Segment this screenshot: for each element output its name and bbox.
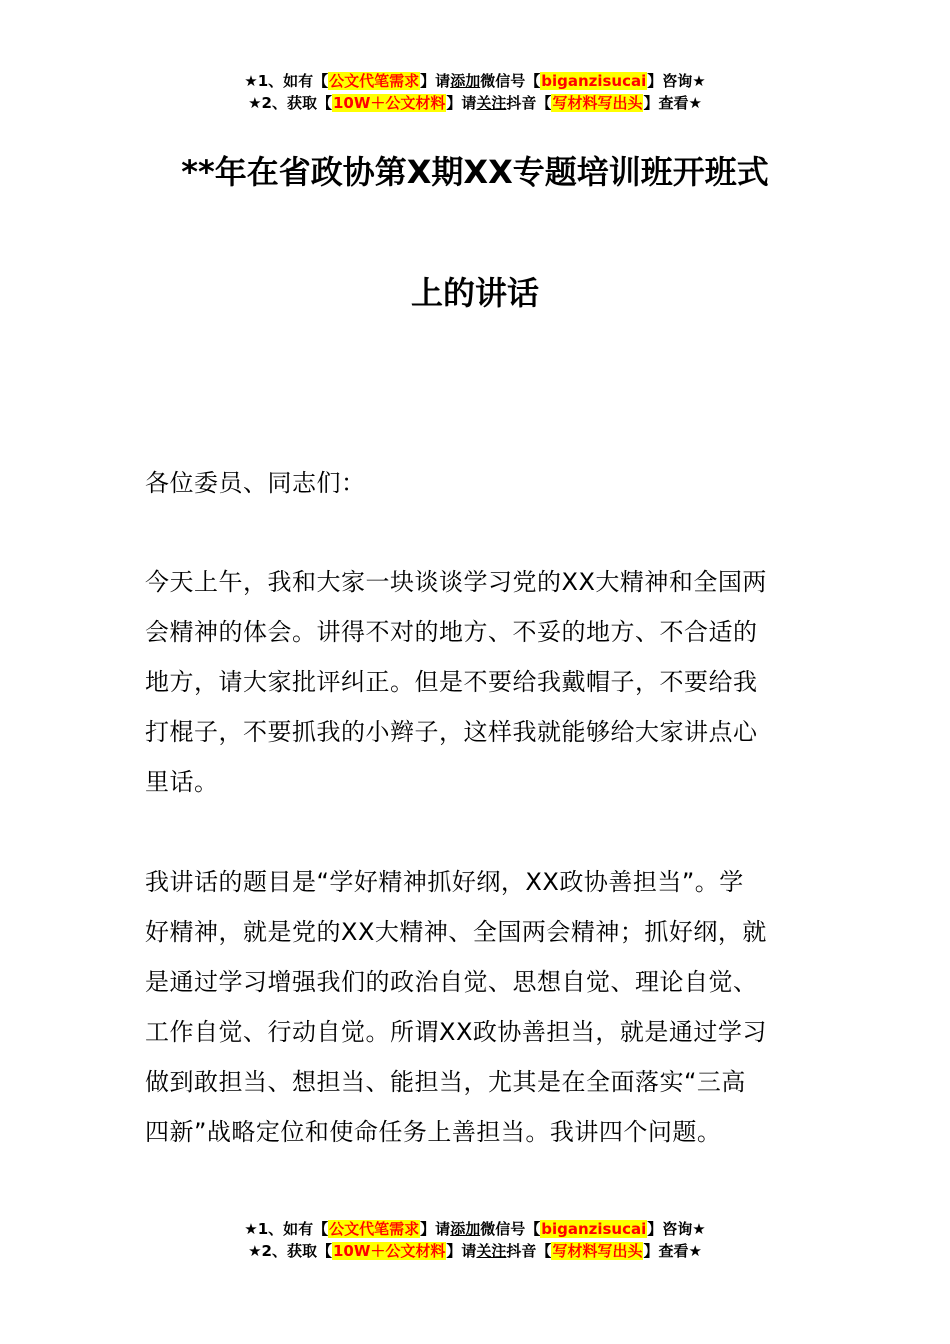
- top-promo-banner: [0, 70, 950, 114]
- paragraph-line: 会精神的体会。讲得不对的地方、不妥的地方、不合适的: [145, 618, 758, 646]
- promo-text: 】请: [446, 94, 477, 112]
- bottom-promo-banner: [0, 1218, 950, 1262]
- promo-line-1: [0, 70, 950, 92]
- document-title-line-2: 上的讲话: [410, 274, 539, 312]
- promo-douyin-name: 写材料写出头: [552, 1242, 643, 1260]
- promo-line-1: [0, 1218, 950, 1240]
- promo-text: ★1、如有【: [244, 1220, 329, 1238]
- promo-text: 抖音【: [506, 94, 552, 112]
- promo-text: 微信号【: [480, 72, 541, 90]
- promo-text: 】请: [420, 1220, 451, 1238]
- promo-wechat-id: biganzisucai: [541, 1220, 647, 1238]
- promo-text: ★2、获取【: [248, 94, 332, 112]
- paragraph-line: 打棍子，不要抓我的小辫子，这样我就能够给大家讲点心: [145, 718, 758, 746]
- paragraph-line: 工作自觉、行动自觉。所谓XX政协善担当，就是通过学习: [145, 1018, 767, 1046]
- paragraph-line: 地方，请大家批评纠正。但是不要给我戴帽子，不要给我: [145, 668, 758, 696]
- promo-text: 】查看★: [643, 94, 702, 112]
- promo-text: 】请: [420, 72, 451, 90]
- promo-text: ★2、获取【: [248, 1242, 332, 1260]
- paragraph-line: 今天上午，我和大家一块谈谈学习党的XX大精神和全国两: [145, 568, 767, 596]
- paragraph-line: 里话。: [145, 768, 219, 796]
- promo-text: 微信号【: [480, 1220, 541, 1238]
- promo-text: ★1、如有【: [244, 72, 329, 90]
- paragraph-line: 是通过学习增强我们的政治自觉、思想自觉、理论自觉、: [145, 968, 758, 996]
- promo-text: 】咨询★: [647, 72, 706, 90]
- paragraph-line: 四新”战略定位和使命任务上善担当。我讲四个问题。: [145, 1118, 722, 1146]
- promo-underlined: 关注: [476, 94, 507, 112]
- paragraph-line: 好精神，就是党的XX大精神、全国两会精神；抓好纲，就: [145, 918, 767, 946]
- paragraph-line: 做到敢担当、想担当、能担当，尤其是在全面落实“三高: [145, 1068, 746, 1096]
- promo-line-2: [0, 1240, 950, 1262]
- promo-text: 】咨询★: [647, 1220, 706, 1238]
- promo-text: 抖音【: [506, 1242, 552, 1260]
- promo-highlight: 10W＋公文材料: [332, 1242, 446, 1260]
- paragraph-2: [145, 857, 811, 1157]
- paragraph-line: 我讲话的题目是“学好精神抓好纲，XX政协善担当”。学: [145, 868, 744, 896]
- promo-highlight: 10W＋公文材料: [332, 94, 446, 112]
- promo-highlight: 公文代笔需求: [329, 72, 420, 90]
- paragraph-1: [145, 557, 811, 807]
- promo-underlined: 添加: [450, 1220, 481, 1238]
- promo-underlined: 添加: [450, 72, 481, 90]
- salutation: 各位委员、同志们：: [145, 469, 366, 497]
- promo-text: 】查看★: [643, 1242, 702, 1260]
- promo-line-2: [0, 92, 950, 114]
- promo-wechat-id: biganzisucai: [541, 72, 647, 90]
- promo-underlined: 关注: [476, 1242, 507, 1260]
- promo-highlight: 公文代笔需求: [329, 1220, 420, 1238]
- document-title-line-1: **年在省政协第X期XX专题培训班开班式: [181, 153, 769, 191]
- promo-text: 】请: [446, 1242, 477, 1260]
- promo-douyin-name: 写材料写出头: [552, 94, 643, 112]
